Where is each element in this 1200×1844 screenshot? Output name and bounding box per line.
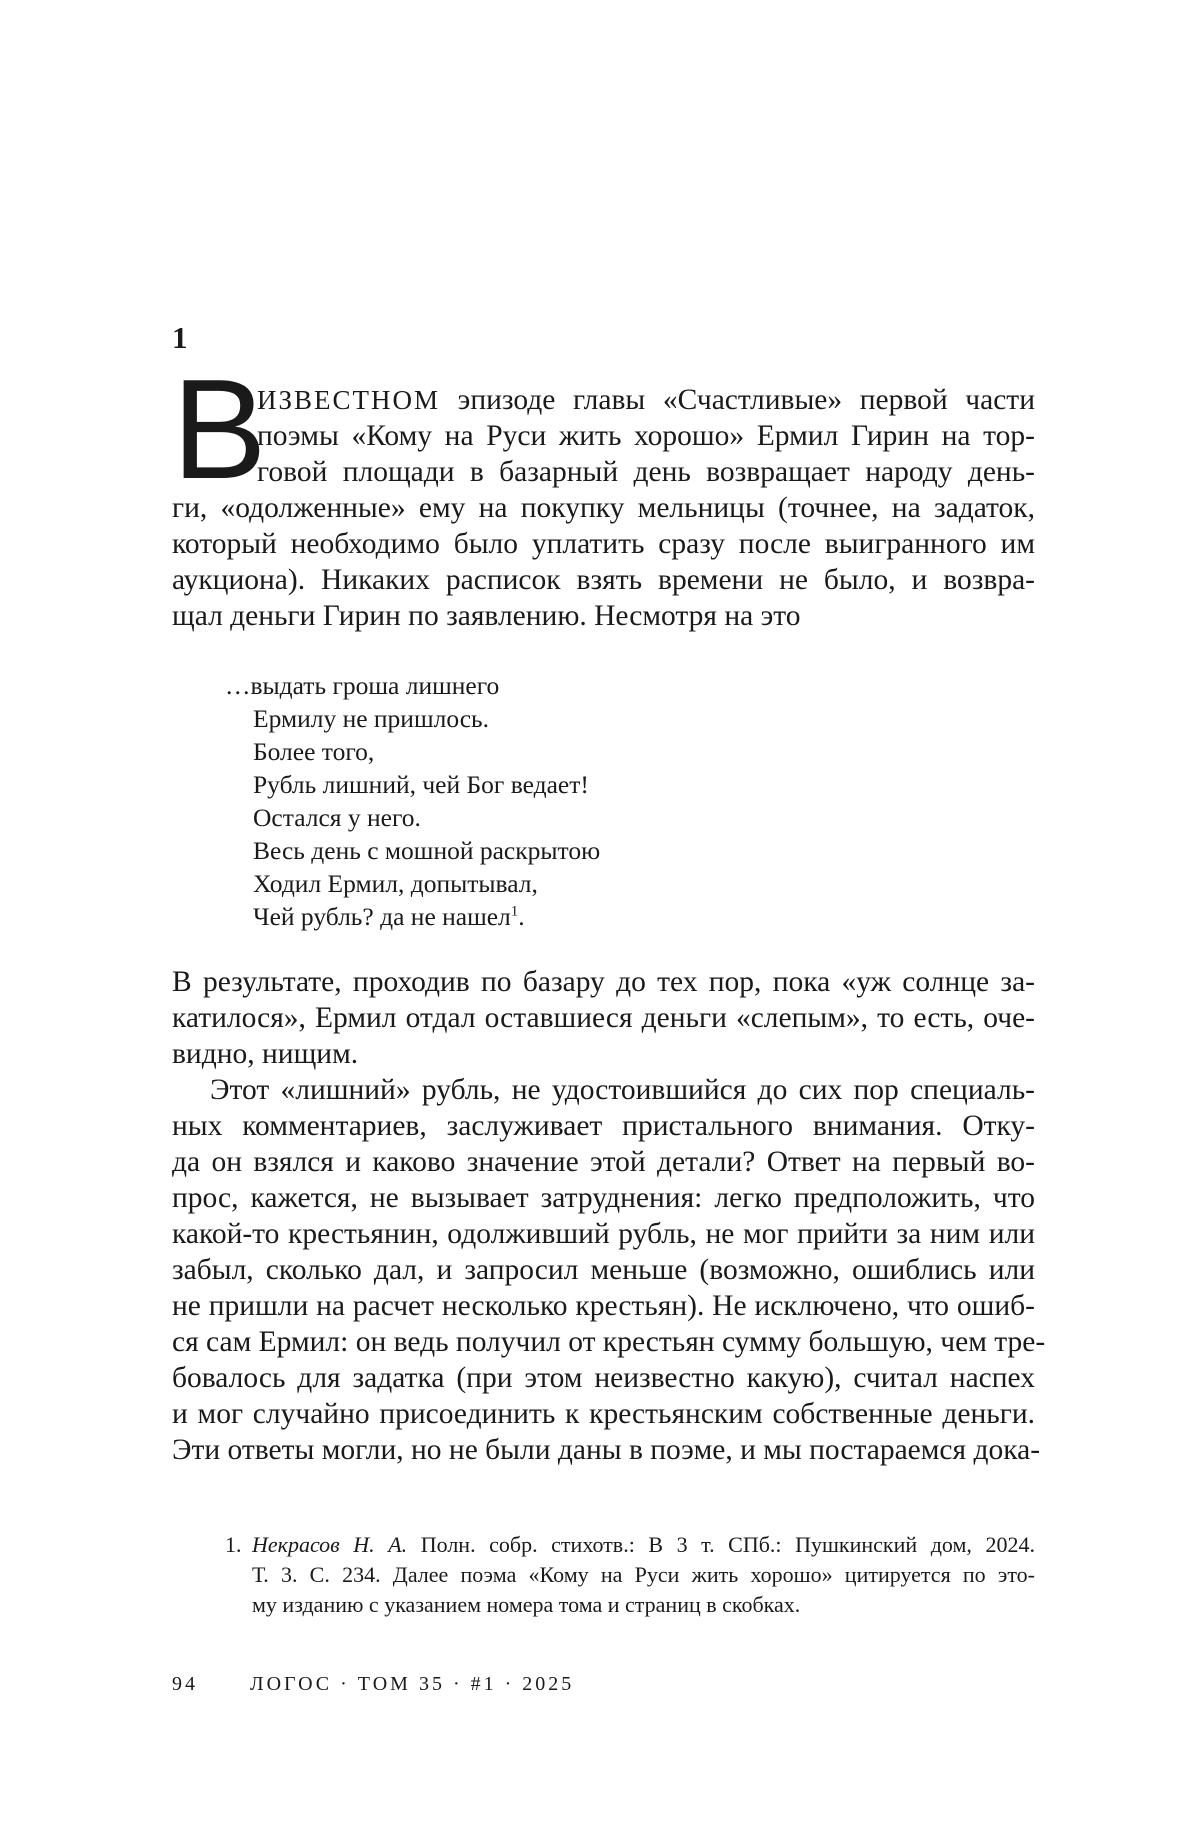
text-line: В результате, проходив по базару до тех пор, пока «уж солнце за- — [172, 966, 1035, 998]
intro-line-1-rest: эпизоде главы «Счастливые» первой части — [440, 384, 1035, 416]
page-footer — [172, 1670, 574, 1698]
text-line: ги, «одолженные» ему на покупку мельницы (точнее, на задаток, — [172, 492, 1035, 524]
text-line: прос, кажется, не вызывает затруднения: легко предположить, что — [172, 1182, 1035, 1214]
intro-first-word: ИЗВЕСТНОМ — [257, 385, 441, 415]
verse-line-last — [225, 900, 600, 933]
verse-line: Ходил Ермил, допытывал, — [253, 869, 538, 898]
intro-line-2: поэмы «Кому на Руси жить хорошо» Ермил Гирин на тор- — [257, 420, 1035, 452]
text-line: Эти ответы могли, но не были даны в поэме, и мы постараемся дока- — [172, 1434, 1041, 1466]
verse-quote — [225, 669, 600, 933]
verse-line: Более того, — [253, 737, 375, 766]
intro-paragraph — [257, 382, 1035, 490]
footnote-line-1 — [225, 1530, 1035, 1560]
text-line: катилося», Ермил отдал оставшиеся деньги «слепым», то есть, оче- — [172, 1002, 1035, 1034]
verse-line: Весь день с мошной раскрытою — [253, 836, 601, 865]
journal-running-title: ЛОГОС · ТОМ 35 · #1 · 2025 — [250, 1673, 575, 1695]
footnote — [225, 1530, 1035, 1620]
text-line: и мог случайно присоединить к крестьянским собственные деньги. — [172, 1398, 1035, 1430]
text-line: ся сам Ермил: он ведь получил от крестьян сумму большую, чем тре- — [172, 1326, 1046, 1358]
text-line: ных комментариев, заслуживает пристального внимания. Отку- — [172, 1110, 1035, 1142]
text-line: Этот «лишний» рубль, не удостоившийся до сих пор специаль- — [210, 1074, 1035, 1106]
text-line: видно, нищим. — [172, 1038, 359, 1070]
verse-line-text: Чей рубль? да не нашел — [253, 902, 511, 931]
text-line: бовалось для задатка (при этом неизвестно какую), считал наспех — [172, 1362, 1035, 1394]
paragraph-2 — [172, 964, 1035, 1072]
text-line: который необходимо было уплатить сразу после выигранного им — [172, 528, 1035, 560]
page-number: 94 — [172, 1673, 198, 1695]
footnote-reference[interactable]: 1 — [510, 903, 519, 920]
verse-line: Ермилу не пришлось. — [253, 704, 490, 733]
verse-line: …выдать гроша лишнего — [225, 671, 500, 700]
text-line: щал деньги Гирин по заявлению. Несмотря на это — [172, 600, 801, 632]
paragraph-3 — [172, 1072, 1046, 1468]
verse-line: Рубль лишний, чей Бог ведает! — [253, 770, 589, 799]
text-line: аукциона). Никаких расписок взять времени не было, и возвра- — [172, 564, 1035, 596]
footnote-line-2: Т. 3. С. 234. Далее поэма «Кому на Руси жить хорошо» цитируется по это- — [252, 1562, 1035, 1587]
drop-cap — [172, 350, 267, 509]
drop-cap-letter: В — [172, 350, 267, 509]
paragraph-1 — [172, 490, 1035, 634]
footnote-number: 1. — [225, 1532, 242, 1557]
text-line: какой-то крестьянин, одолживший рубль, не мог прийти за ним или — [172, 1218, 1035, 1250]
text-line: забыл, сколько дал, и запросил меньше (возможно, ошиблись или — [172, 1254, 1035, 1286]
text-line: не пришли на расчет несколько крестьян). Не исключено, что ошиб- — [172, 1290, 1035, 1322]
footnote-line-3: му изданию с указанием номера тома и страниц в скобках. — [252, 1592, 801, 1617]
verse-end-punct: . — [518, 902, 525, 931]
footnote-author: Некрасов Н. А. — [252, 1532, 408, 1557]
intro-line-1 — [257, 382, 1035, 418]
intro-line-3: говой площади в базарный день возвращает народу день- — [257, 456, 1035, 488]
text-line: да он взялся и каково значение этой детали? Ответ на первый во- — [172, 1146, 1035, 1178]
section-number: 1 — [172, 320, 188, 355]
footnote-line-1-rest: Полн. собр. стихотв.: В 3 т. СПб.: Пушкинский дом, 2024. — [407, 1532, 1035, 1557]
verse-line: Остался у него. — [253, 803, 421, 832]
